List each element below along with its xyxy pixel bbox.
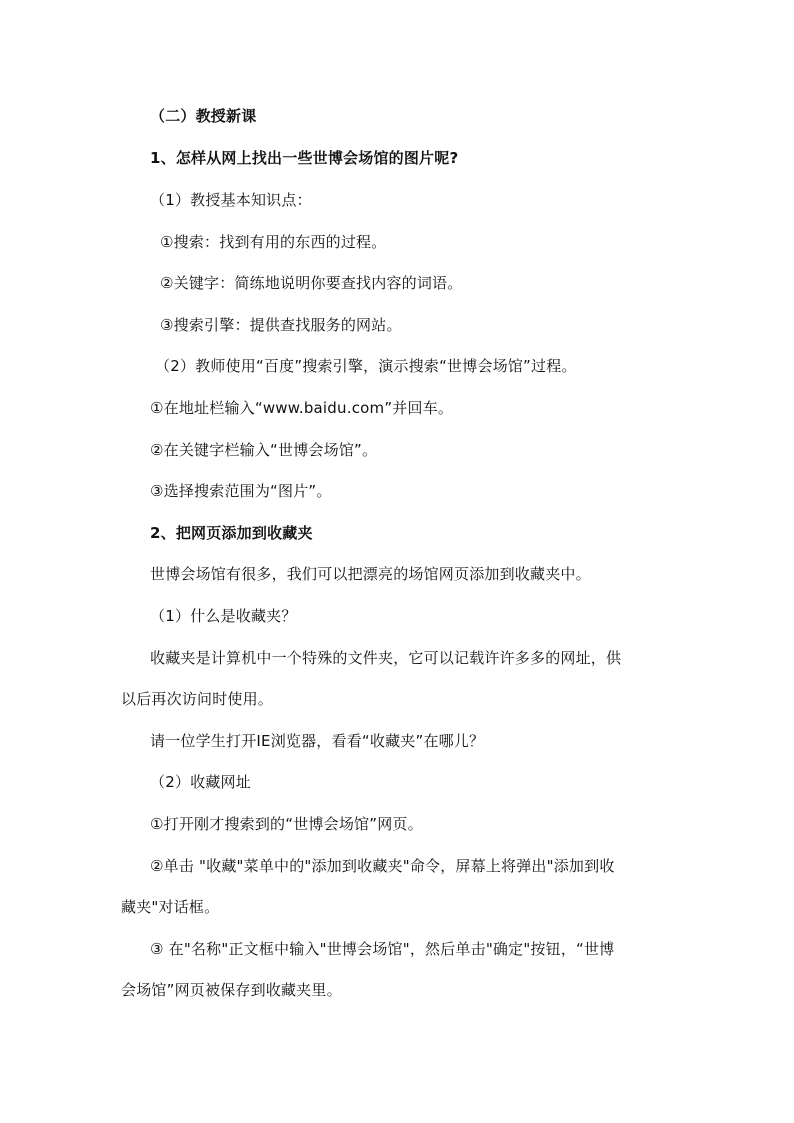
point-search-engine: ③搜索引擎：提供查找服务的网站。 <box>160 316 402 334</box>
item1-subheading-1: （1）教授基本知识点： <box>150 191 312 209</box>
item1-subheading-2: （2）教师使用“百度”搜索引擎，演示搜索“世博会场馆”过程。 <box>155 357 577 375</box>
favorites-step-3-line-1: ③ 在"名称"正文框中输入"世博会场馆"，然后单击"确定"按钮，“世博 <box>150 940 615 958</box>
step-search-scope: ③选择搜索范围为“图片”。 <box>150 482 332 500</box>
favorites-step-2-line-2: 藏夹"对话框。 <box>121 898 220 916</box>
item2-subheading-1: （1）什么是收藏夹？ <box>150 607 297 625</box>
step-keyword-bar: ②在关键字栏输入“世博会场馆”。 <box>150 441 378 459</box>
item2-subheading-2: （2）收藏网址 <box>150 773 251 791</box>
item2-heading: 2、把网页添加到收藏夹 <box>150 524 313 542</box>
ask-student: 请一位学生打开IE浏览器，看看“收藏夹”在哪儿？ <box>150 732 485 750</box>
section-heading: （二）教授新课 <box>150 107 257 125</box>
item1-heading: 1、怎样从网上找出一些世博会场馆的图片呢? <box>150 149 459 167</box>
step-address-bar: ①在地址栏输入“www.baidu.com”并回车。 <box>150 399 454 417</box>
point-keyword: ②关键字：简练地说明你要查找内容的词语。 <box>160 274 463 292</box>
item2-intro: 世博会场馆有很多，我们可以把漂亮的场馆网页添加到收藏夹中。 <box>150 565 591 583</box>
favorites-definition-line-1: 收藏夹是计算机中一个特殊的文件夹，它可以记载许许多多的网址，供 <box>150 649 622 667</box>
favorites-definition-line-2: 以后再次访问时使用。 <box>121 690 274 708</box>
point-search: ①搜索：找到有用的东西的过程。 <box>160 233 387 251</box>
favorites-step-3-line-2: 会场馆”网页被保存到收藏夹里。 <box>121 981 342 999</box>
favorites-step-1: ①打开刚才搜索到的“世博会场馆”网页。 <box>150 815 423 833</box>
favorites-step-2-line-1: ②单击 "收藏"菜单中的"添加到收藏夹"命令，屏幕上将弹出"添加到收 <box>150 857 615 875</box>
